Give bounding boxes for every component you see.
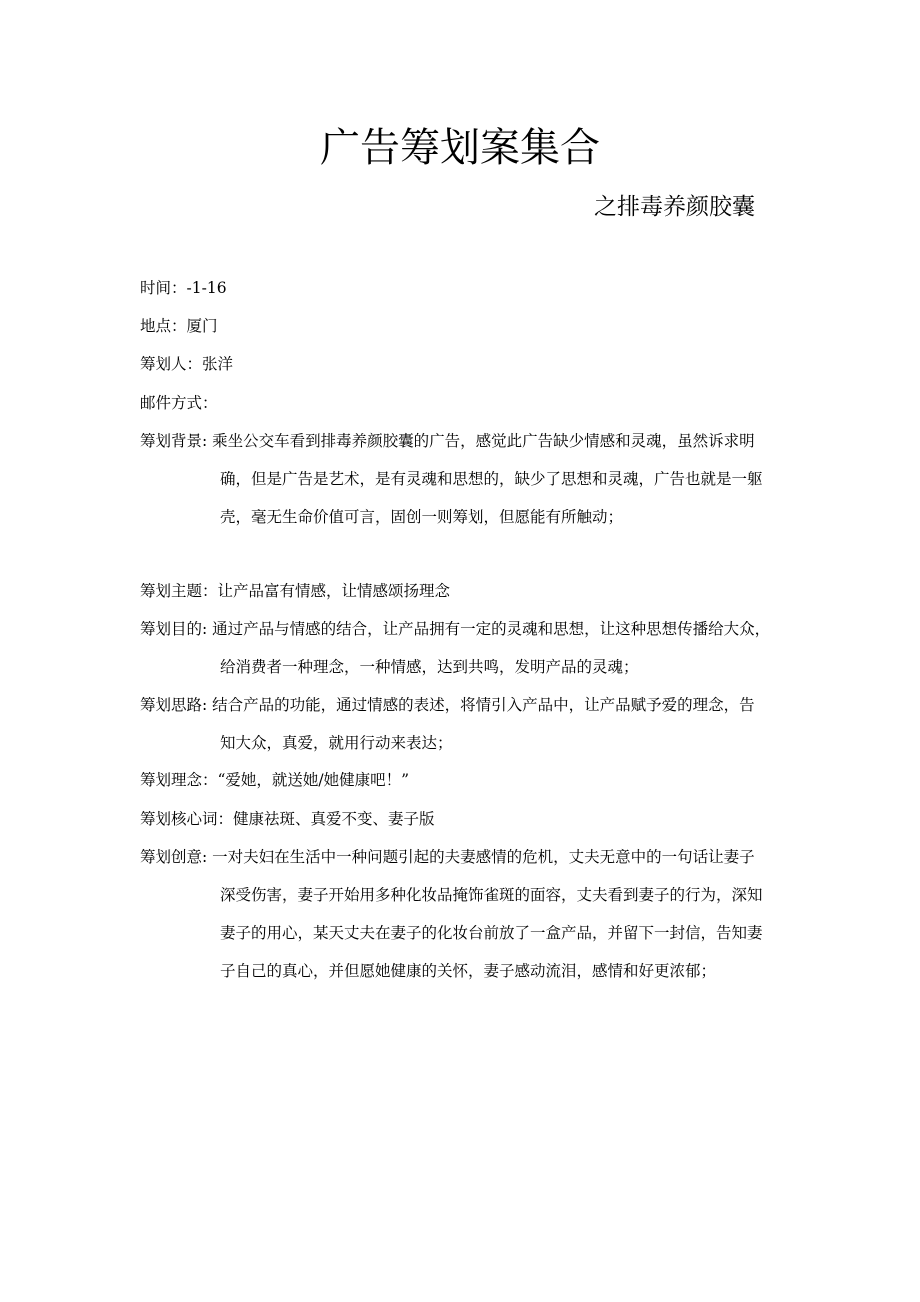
approach-line: 筹划思路: 结合产品的功能，通过情感的表述，将情引入产品中，让产品赋予爱的理念，告 bbox=[140, 696, 755, 714]
concept-line: 筹划理念：“爱她，就送她/她健康吧！” bbox=[140, 771, 410, 789]
place-line: 地点：厦门 bbox=[140, 317, 218, 335]
background-line: 筹划背景: 乘坐公交车看到排毒养颜胶囊的广告，感觉此广告缺少情感和灵魂，虽然诉求明 bbox=[140, 432, 755, 450]
approach-line: 知大众，真爱，就用行动来表达； bbox=[220, 734, 453, 752]
creative-line: 筹划创意: 一对夫妇在生活中一种问题引起的夫妻感情的危机，丈夫无意中的一句话让妻子 bbox=[140, 848, 755, 866]
document-subtitle: 之排毒养颜胶囊 bbox=[594, 194, 755, 220]
email-line: 邮件方式： bbox=[140, 394, 218, 412]
document-title: 广告筹划案集合 bbox=[320, 125, 600, 171]
theme-line: 筹划主题：让产品富有情感，让情感颂扬理念 bbox=[140, 582, 451, 600]
keywords-line: 筹划核心词：健康祛斑、真爱不变、妻子版 bbox=[140, 810, 435, 828]
purpose-line: 给消费者一种理念，一种情感，达到共鸣，发明产品的灵魂； bbox=[220, 658, 639, 676]
purpose-line: 筹划目的: 通过产品与情感的结合，让产品拥有一定的灵魂和思想，让这种思想传播给大众， bbox=[140, 620, 771, 638]
planner-line: 筹划人：张洋 bbox=[140, 355, 234, 373]
creative-line: 妻子的用心，某天丈夫在妻子的化妆台前放了一盒产品，并留下一封信，告知妻 bbox=[220, 924, 763, 942]
creative-line: 深受伤害，妻子开始用多种化妆品掩饰雀斑的面容，丈夫看到妻子的行为，深知 bbox=[220, 886, 763, 904]
background-line: 壳，毫无生命价值可言，固创一则筹划，但愿能有所触动； bbox=[220, 508, 624, 526]
creative-line: 子自己的真心，并但愿她健康的关怀，妻子感动流泪，感情和好更浓郁； bbox=[220, 962, 717, 980]
background-line: 确，但是广告是艺术，是有灵魂和思想的，缺少了思想和灵魂，广告也就是一躯 bbox=[220, 470, 763, 488]
time-line: 时间：-1-16 bbox=[140, 279, 227, 297]
